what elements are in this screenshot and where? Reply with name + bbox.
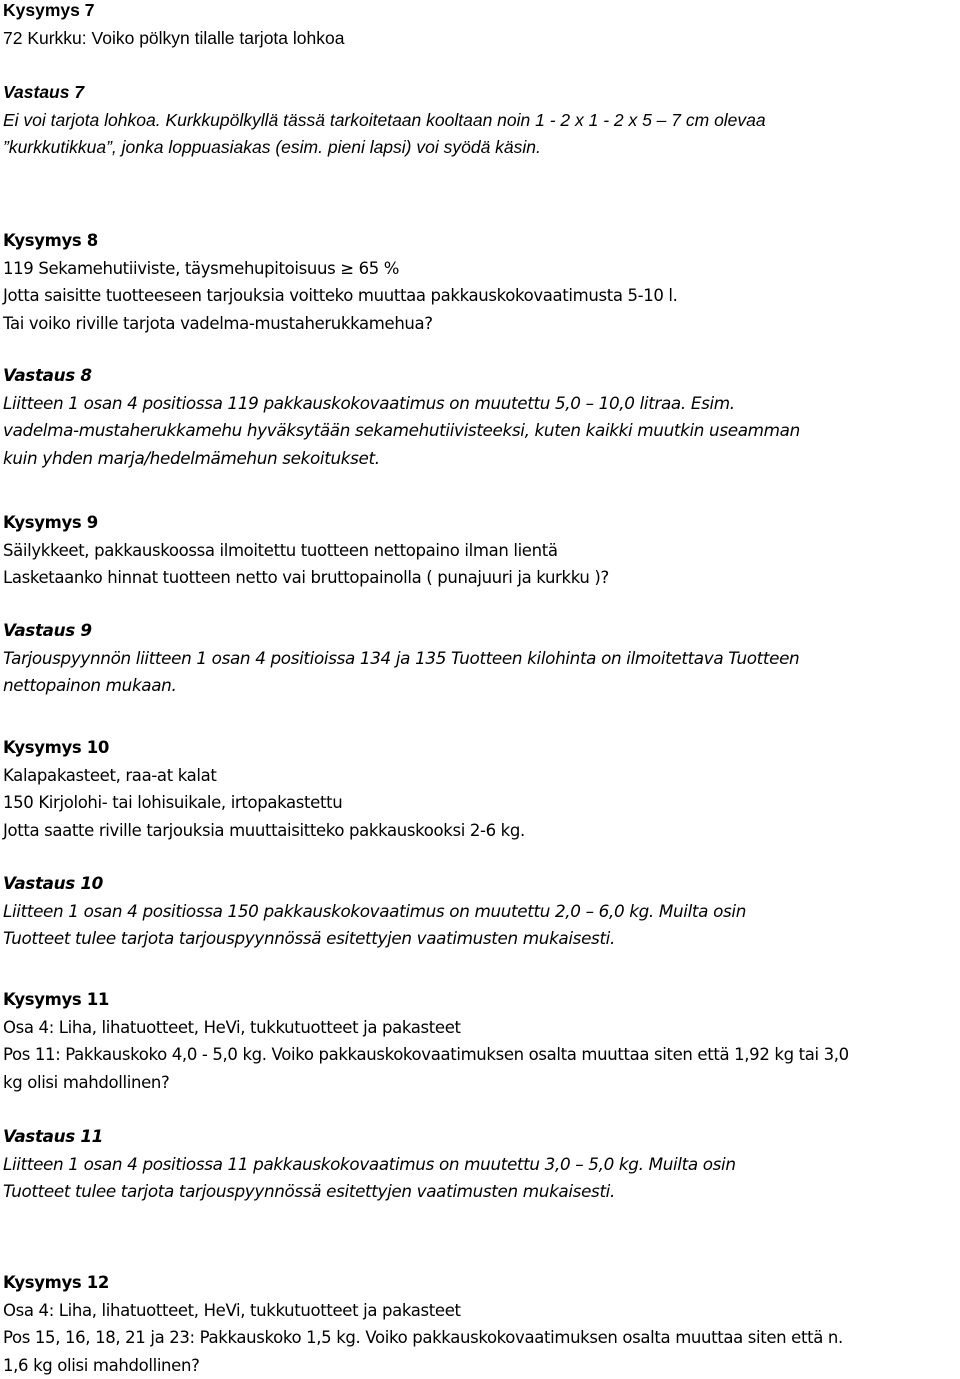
- question-text: 1,6 kg olisi mahdollinen?: [3, 1352, 956, 1379]
- answer-text: vadelma-mustaherukkamehu hyväksytään sekamehutiivisteeksi, kuten kaikki muutkin useamman: [3, 417, 956, 445]
- question-text: Säilykkeet, pakkauskoossa ilmoitettu tuotteen nettopaino ilman lientä: [3, 537, 956, 565]
- answer-heading: Vastaus 9: [3, 617, 956, 645]
- question-heading: Kysymys 8: [3, 227, 956, 255]
- answer-8: [3, 362, 956, 472]
- question-7: [3, 0, 956, 52]
- answer-heading: Vastaus 8: [3, 362, 956, 390]
- answer-heading: Vastaus 7: [3, 79, 956, 107]
- question-heading: Kysymys 12: [3, 1269, 956, 1297]
- answer-text: kuin yhden marja/hedelmämehun sekoitukset.: [3, 445, 956, 473]
- answer-heading: Vastaus 10: [3, 870, 956, 898]
- question-text: Jotta saisitte tuotteeseen tarjouksia voitteko muuttaa pakkauskokovaatimusta 5-10 l.: [3, 282, 956, 310]
- question-heading: Kysymys 11: [3, 986, 956, 1014]
- answer-text: ”kurkkutikkua”, jonka loppuasiakas (esim. pieni lapsi) voi syödä käsin.: [3, 134, 956, 162]
- answer-text: nettopainon mukaan.: [3, 672, 956, 700]
- answer-text: Liitteen 1 osan 4 positiossa 150 pakkauskokovaatimus on muutettu 2,0 – 6,0 kg. Muilta osin: [3, 898, 956, 926]
- question-text: Kalapakasteet, raa-at kalat: [3, 762, 956, 790]
- question-text: Osa 4: Liha, lihatuotteet, HeVi, tukkutuotteet ja pakasteet: [3, 1014, 956, 1042]
- question-heading: Kysymys 10: [3, 734, 956, 762]
- question-text: 119 Sekamehutiiviste, täysmehupitoisuus ≥ 65 %: [3, 255, 956, 283]
- question-text: 150 Kirjolohi- tai lohisuikale, irtopakastettu: [3, 789, 956, 817]
- answer-11: [3, 1123, 956, 1206]
- question-9: [3, 509, 956, 592]
- question-text: Jotta saatte riville tarjouksia muuttaisitteko pakkauskooksi 2-6 kg.: [3, 817, 956, 845]
- answer-text: Tuotteet tulee tarjota tarjouspyynnössä esitettyjen vaatimusten mukaisesti.: [3, 925, 956, 953]
- answer-text: Liitteen 1 osan 4 positiossa 119 pakkauskokovaatimus on muutettu 5,0 – 10,0 litraa. Esim.: [3, 390, 956, 418]
- answer-9: [3, 617, 956, 700]
- question-text: Pos 11: Pakkauskoko 4,0 - 5,0 kg. Voiko pakkauskokovaatimuksen osalta muuttaa siten että 1,92 kg tai 3,0: [3, 1041, 956, 1069]
- question-10: [3, 734, 956, 844]
- answer-heading: Vastaus 11: [3, 1123, 956, 1151]
- answer-7: [3, 79, 956, 162]
- answer-text: Tarjouspyynnön liitteen 1 osan 4 positioissa 134 ja 135 Tuotteen kilohinta on ilmoitettava Tuotteen: [3, 645, 956, 673]
- question-heading: Kysymys 7: [3, 0, 956, 25]
- answer-text: Tuotteet tulee tarjota tarjouspyynnössä esitettyjen vaatimusten mukaisesti.: [3, 1178, 956, 1206]
- question-11: [3, 986, 956, 1096]
- answer-text: Ei voi tarjota lohkoa. Kurkkupölkyllä tässä tarkoitetaan kooltaan noin 1 - 2 x 1 - 2 x 5 – 7 cm olevaa: [3, 107, 956, 135]
- question-text: Pos 15, 16, 18, 21 ja 23: Pakkauskoko 1,5 kg. Voiko pakkauskokovaatimuksen osalta muuttaa siten että n.: [3, 1324, 956, 1352]
- question-text: 72 Kurkku: Voiko pölkyn tilalle tarjota lohkoa: [3, 25, 956, 53]
- question-12: [3, 1269, 956, 1379]
- question-text: Osa 4: Liha, lihatuotteet, HeVi, tukkutuotteet ja pakasteet: [3, 1297, 956, 1325]
- question-heading: Kysymys 9: [3, 509, 956, 537]
- answer-10: [3, 870, 956, 953]
- question-8: [3, 227, 956, 337]
- question-text: Tai voiko riville tarjota vadelma-mustaherukkamehua?: [3, 310, 956, 338]
- question-text: Lasketaanko hinnat tuotteen netto vai bruttopainolla ( punajuuri ja kurkku )?: [3, 564, 956, 592]
- question-text: kg olisi mahdollinen?: [3, 1069, 956, 1097]
- answer-text: Liitteen 1 osan 4 positiossa 11 pakkauskokovaatimus on muutettu 3,0 – 5,0 kg. Muilta osin: [3, 1151, 956, 1179]
